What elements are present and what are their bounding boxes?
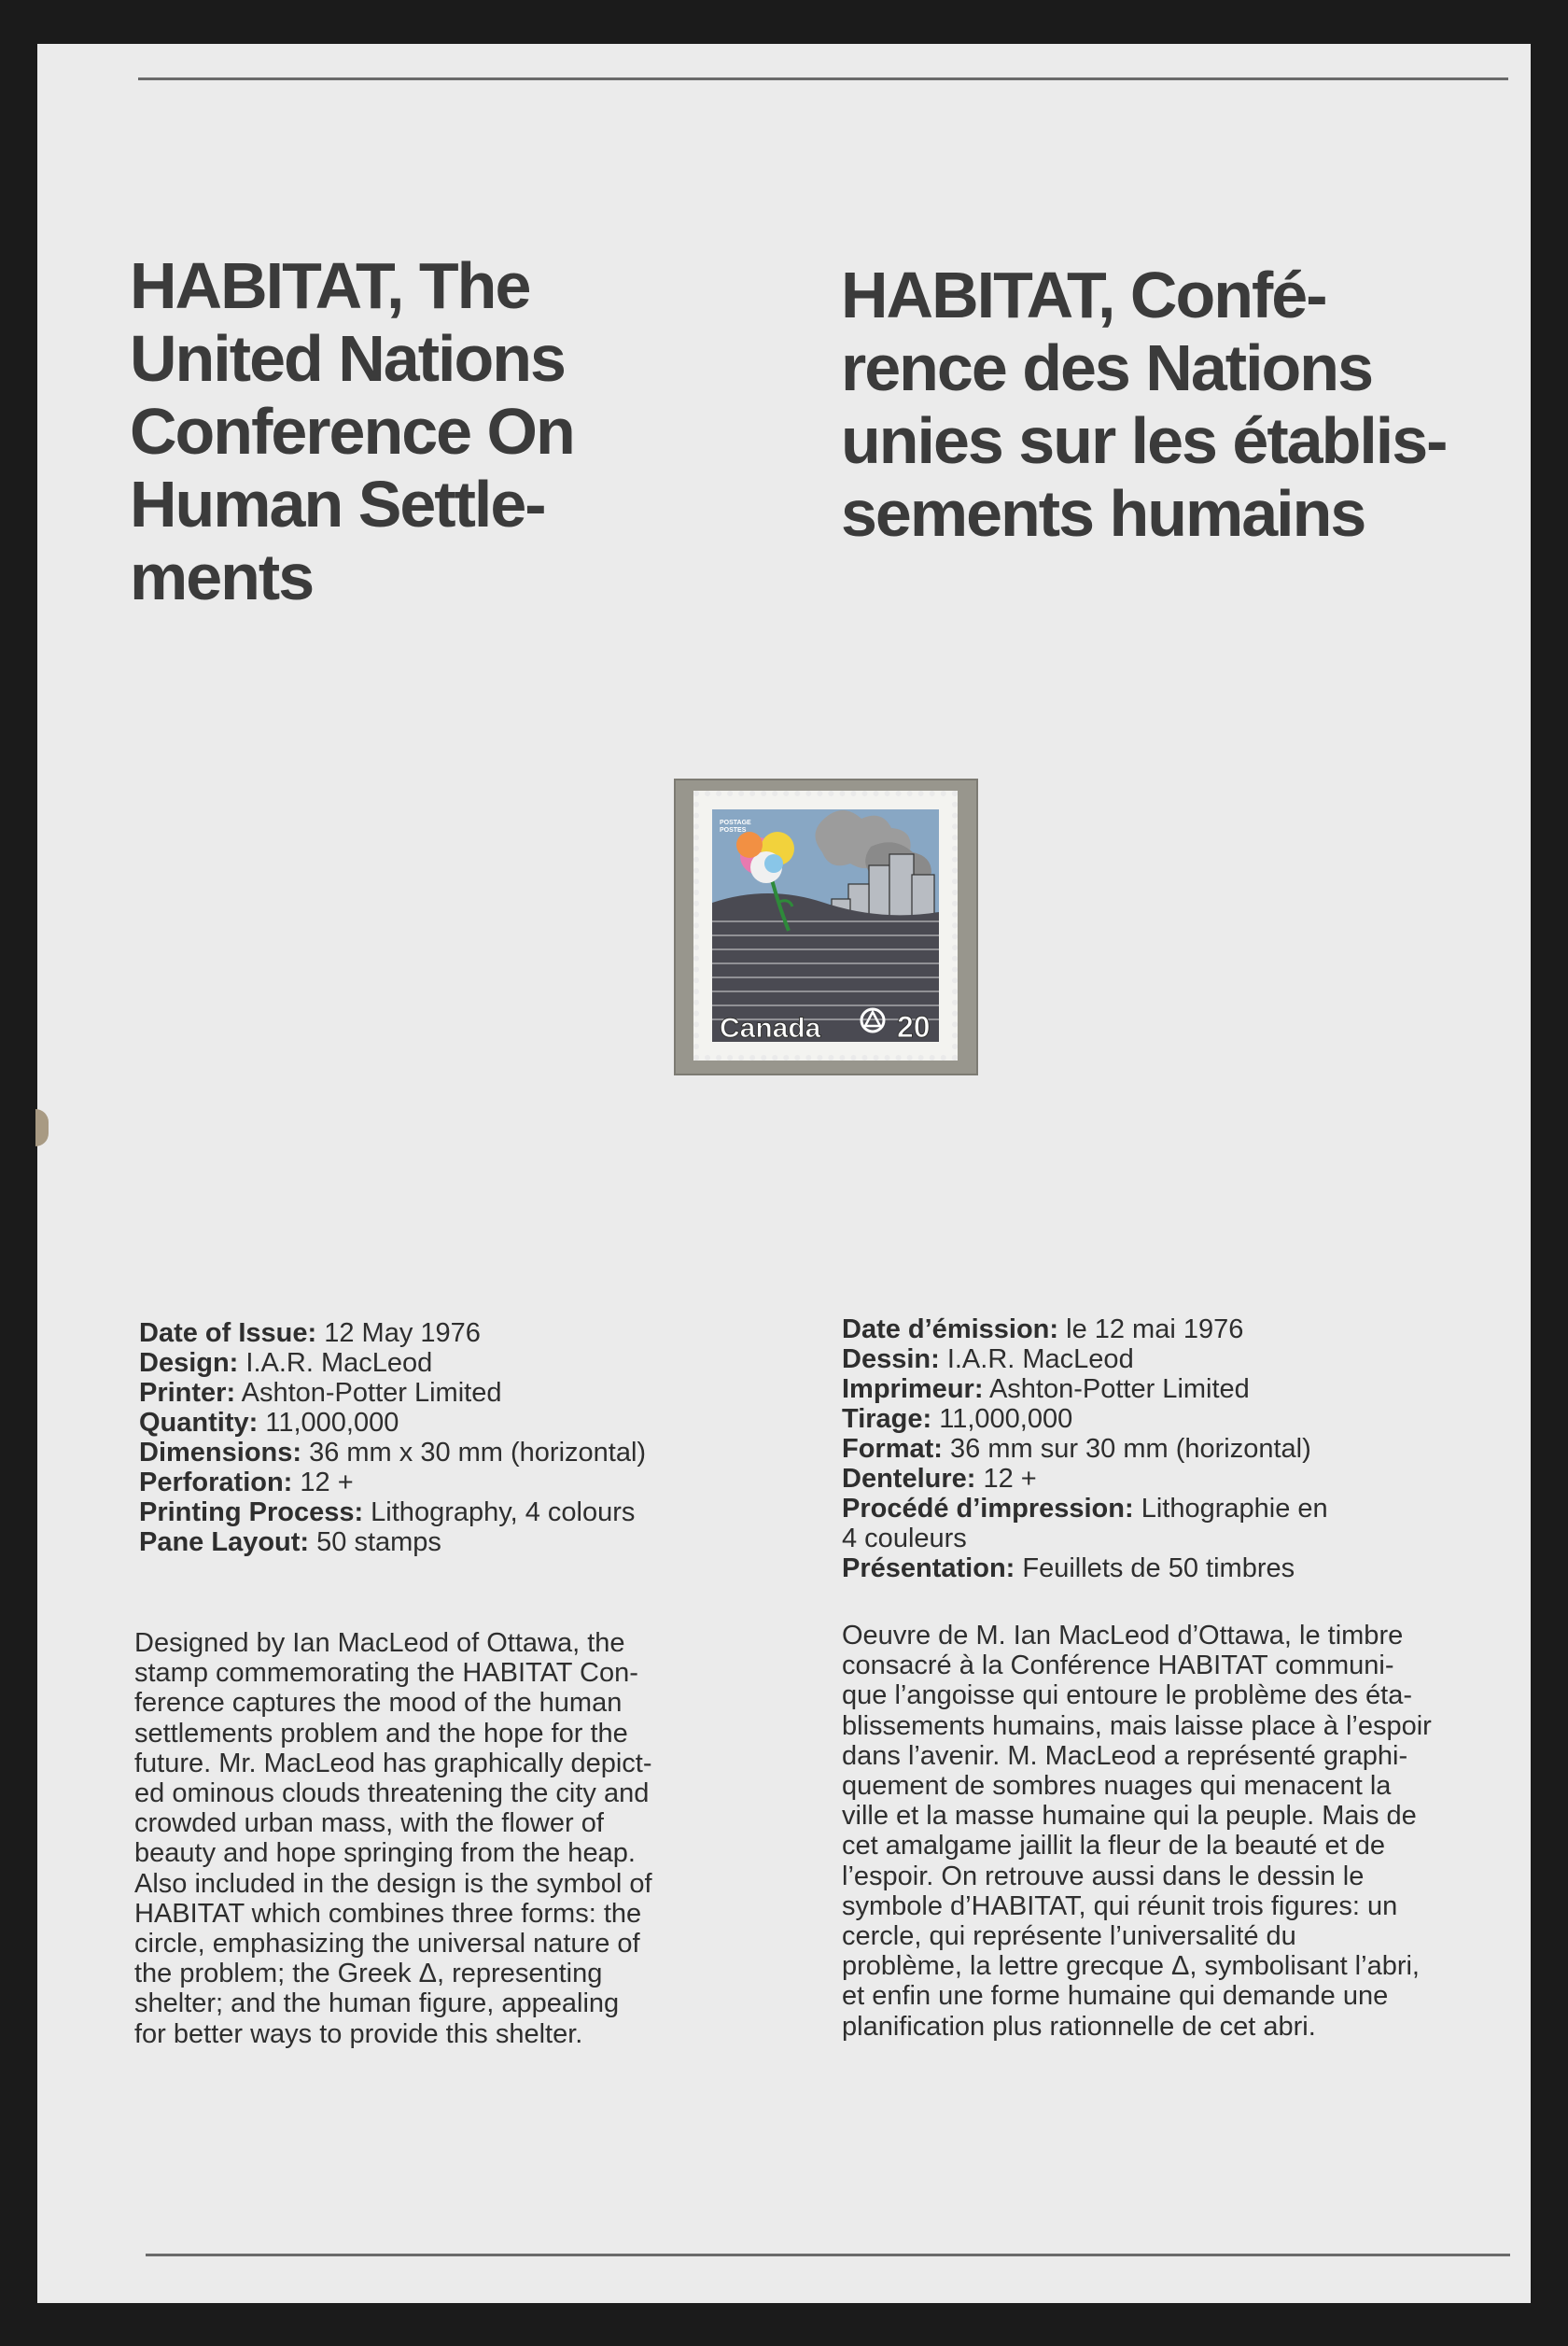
detail-label: Procédé d’impression: bbox=[842, 1494, 1134, 1524]
title-french: HABITAT, Confé- rence des Nations unies sur les établis- sements humains bbox=[841, 259, 1447, 550]
detail-label: Présentation: bbox=[842, 1553, 1015, 1583]
detail-row bbox=[139, 1527, 792, 1557]
detail-row bbox=[139, 1497, 792, 1527]
detail-label: Design: bbox=[139, 1348, 239, 1378]
stamp-value: 20 bbox=[897, 1010, 931, 1042]
detail-row bbox=[842, 1494, 1514, 1524]
details-french bbox=[842, 1314, 1514, 1583]
detail-label: Dimensions: bbox=[139, 1438, 302, 1468]
detail-label: Pane Layout: bbox=[139, 1527, 310, 1557]
stamp bbox=[693, 791, 958, 1061]
detail-label: Quantity: bbox=[139, 1408, 259, 1438]
detail-row bbox=[842, 1553, 1514, 1583]
bottom-rule bbox=[146, 2254, 1510, 2256]
stamp-mount bbox=[674, 779, 978, 1075]
detail-value: Ashton-Potter Limited bbox=[235, 1378, 502, 1408]
detail-value: le 12 mai 1976 bbox=[1058, 1314, 1244, 1344]
detail-value: 11,000,000 bbox=[931, 1404, 1073, 1434]
detail-row bbox=[842, 1434, 1514, 1464]
detail-label: Format: bbox=[842, 1434, 943, 1464]
detail-row bbox=[139, 1348, 792, 1378]
detail-label: Dessin: bbox=[842, 1344, 940, 1374]
detail-value: Ashton-Potter Limited bbox=[983, 1374, 1250, 1404]
detail-value: 4 couleurs bbox=[842, 1524, 967, 1553]
detail-row bbox=[139, 1378, 792, 1408]
title-english: HABITAT, The United Nations Conference On Human Settle- ments bbox=[130, 249, 574, 613]
detail-label: Dentelure: bbox=[842, 1464, 976, 1494]
detail-value: 50 stamps bbox=[309, 1527, 441, 1557]
description-english: Designed by Ian MacLeod of Ottawa, the stamp commemorating the HABITAT Con- ference captures the mood of the human settlements problem and the hope for the future. Mr. MacLeod has graphically depict- ed ominous clouds threatening the city and crowded urban mass, with the flower of beauty and hope springing from the heap. Also included in the design is the symbol of HABITAT which combines three forms: the circle, emphasizing the universal nature of the problem; the Greek Δ, representing shelter; and the human figure, appealing for better ways to provide this shelter. bbox=[134, 1628, 652, 2049]
detail-label: Printer: bbox=[139, 1378, 236, 1408]
details-english bbox=[139, 1318, 792, 1557]
detail-row bbox=[842, 1314, 1514, 1344]
detail-row bbox=[842, 1524, 1514, 1553]
detail-value: 36 mm x 30 mm (horizontal) bbox=[301, 1438, 647, 1468]
detail-label: Date of Issue: bbox=[139, 1318, 317, 1348]
top-rule bbox=[138, 77, 1508, 80]
detail-row bbox=[842, 1464, 1514, 1494]
detail-row bbox=[139, 1438, 792, 1468]
detail-row bbox=[842, 1374, 1514, 1404]
detail-label: Imprimeur: bbox=[842, 1374, 984, 1404]
detail-value: 36 mm sur 30 mm (horizontal) bbox=[942, 1434, 1311, 1464]
detail-value: 12 May 1976 bbox=[316, 1318, 481, 1348]
description-french: Oeuvre de M. Ian MacLeod d’Ottawa, le timbre consacré à la Conférence HABITAT communi- que l’angoisse qui entoure le problème des éta- blissements humains, mais laisse place à l’espoir dans l’avenir. M. MacLeod a représenté graphi- quement de sombres nuages qui menacent la ville et la masse humaine qui la peuple. Mais de cet amalgame jaillit la fleur de la beauté et de l’espoir. On retrouve aussi dans le dessin le symbole d’HABITAT, qui réunit trois figures: un cercle, qui représente l’universalité du problème, la lettre grecque Δ, symbolisant l’abri, et enfin une forme humaine qui demande une planification plus rationnelle de cet abri. bbox=[842, 1621, 1432, 2042]
detail-label: Perforation: bbox=[139, 1468, 293, 1497]
detail-label: Printing Process: bbox=[139, 1497, 364, 1527]
stamp-postage-label: POSTAGE POSTES bbox=[720, 820, 751, 834]
detail-value: 11,000,000 bbox=[258, 1408, 399, 1438]
stamp-country: Canada bbox=[720, 1013, 821, 1042]
detail-value: I.A.R. MacLeod bbox=[238, 1348, 433, 1378]
detail-value: Feuillets de 50 timbres bbox=[1015, 1553, 1295, 1583]
detail-row bbox=[139, 1318, 792, 1348]
detail-value: 12 + bbox=[292, 1468, 354, 1497]
album-page bbox=[37, 44, 1531, 2303]
detail-value: 12 + bbox=[975, 1464, 1037, 1494]
detail-value: I.A.R. MacLeod bbox=[939, 1344, 1134, 1374]
detail-label: Tirage: bbox=[842, 1404, 932, 1434]
detail-row bbox=[842, 1344, 1514, 1374]
detail-row bbox=[139, 1468, 792, 1497]
detail-row bbox=[842, 1404, 1514, 1434]
detail-value: Lithographie en bbox=[1133, 1494, 1328, 1524]
stamp-artwork bbox=[712, 809, 939, 1042]
detail-value: Lithography, 4 colours bbox=[363, 1497, 636, 1527]
detail-row bbox=[139, 1408, 792, 1438]
detail-label: Date d’émission: bbox=[842, 1314, 1059, 1344]
